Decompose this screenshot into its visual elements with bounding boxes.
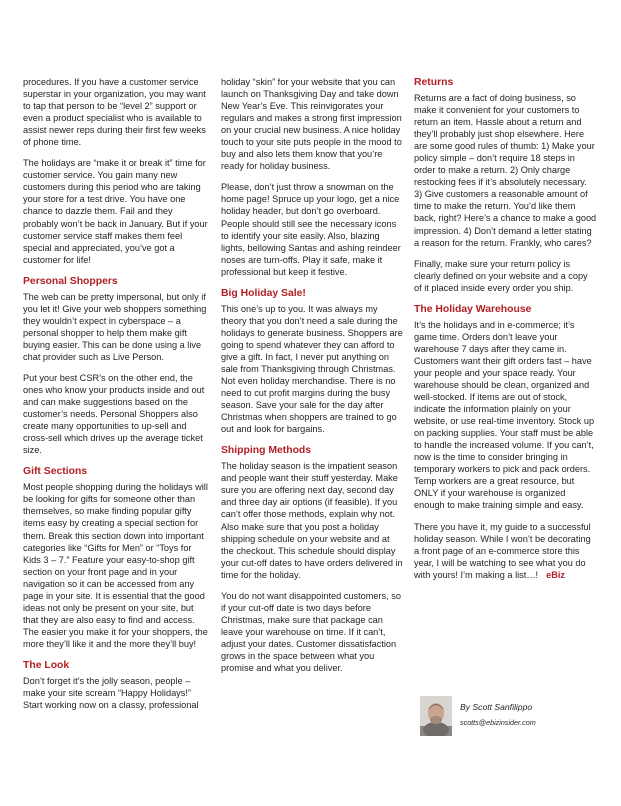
closing-text: There you have it, my guide to a successful holiday season. While I won’t be decorating a front page of an e-commerce store this year, I will be watching to see what you do with yours! I’m making a list…! — [414, 521, 591, 580]
author-name: By Scott Sanfilippo — [460, 702, 533, 712]
section-heading-the-look: The Look — [23, 659, 70, 671]
paragraph: The web can be pretty impersonal, but only if you let it! Give your web shoppers something they wouldn’t expect in cyberspace – a personal shopper to help them make gift buying easier. This can be done using a live chat provider such as Live Person. — [23, 291, 207, 362]
paragraph: You do not want disappointed customers, so if your cut-off date is two days before Christmas, make sure that package can leave your warehouse on time. If it can’t, adjust your dates. Customer dissatisfaction grows in the space between what you promise and what you deliver. — [221, 590, 401, 674]
column-1 — [23, 76, 209, 720]
section-heading-shipping-methods: Shipping Methods — [221, 445, 312, 457]
ebiz-signoff: eBiz — [546, 569, 565, 580]
author-email: scotts@ebizinsider.com — [460, 718, 536, 727]
author-byline — [420, 696, 600, 736]
author-photo — [420, 696, 452, 736]
section-heading-big-holiday-sale: Big Holiday Sale! — [221, 287, 306, 299]
paragraph: This one’s up to you. It was always my theory that you don’t need a sale during the holidays to generate business. Shoppers are going to spend whatever they can afford to give a gift. In fact, I never put anything on sale from Thanksgiving through Christmas. Not even holiday merchandise. There is no need to cut profit margins during the busy season. Save your sale for the day after Christmas when shoppers are trained to go out and look for bargains. — [221, 303, 403, 435]
paragraph: The holiday season is the impatient season and people want their stuff yesterday. Make sure you are offering next day, second day and three day air options (if feasible). If you can’t offer those methods, explain why not. Also make sure that you post a holiday shipping schedule on your website and at the checkout. This schedule should display your cut-off dates to have orders delivered in time for the holiday. — [221, 461, 403, 580]
closing-paragraph — [414, 521, 597, 581]
column-3 — [414, 76, 597, 590]
paragraph: procedures. If you have a customer service superstar in your organization, you may want to tap that person to be “level 2” support or even a product specialist who is available to assist newer reps during their first few weeks of phone time. — [23, 77, 206, 148]
column-2 — [221, 76, 404, 683]
paragraph: Put your best CSR’s on the other end, the ones who know your products inside and out and can make suggestions based on the customer’s needs. Personal Shoppers also create many opportunities to up-sell and cross-sell which drives up the average ticket size. — [23, 372, 205, 456]
paragraph: Don’t forget it’s the jolly season, people – make your site scream “Happy Holidays!” Start working now on a classy, professional — [23, 675, 199, 711]
paragraph: Most people shopping during the holidays will be looking for gifts for someone other than themselves, so make finding popular gifty items easy by creating a special section for them. Break this section down into important categories like “Gifts for Men” or “Toys for Kids 3 – 7.” Feature your easy-to-shop gift section on your front page and in your navigation so it can be accessed from any page in your site. It is essential that the good ideas not only be present on your site, but that they are also easy to find and access. The easier you make it for your shoppers, the more they’ll like it and the more they’ll buy! — [23, 482, 208, 649]
paragraph: holiday “skin” for your website that you can launch on Thanksgiving Day and take down New Year’s Eve. This reinvigorates your regulars and makes a strong first impression on your crucial new business. A nice holiday touch to your site puts people in the mood to buy and also lets them know that you’re ready for holiday business. — [221, 77, 402, 172]
section-heading-returns: Returns — [414, 77, 454, 88]
paragraph: Please, don’t just throw a snowman on the home page! Spruce up your logo, get a nice holiday header, but don’t go overboard. People should still see the necessary icons to identify your site easily. Also, blazing lights, bellowing Santas and ashing reindeer noses are turn-offs. Play it safe, make it professional but keep it festive. — [221, 182, 401, 277]
section-heading-personal-shoppers: Personal Shoppers — [23, 275, 118, 287]
section-heading-holiday-warehouse: The Holiday Warehouse — [414, 303, 532, 315]
paragraph: It’s the holidays and in e-commerce; it’s game time. Orders don’t leave your warehouse 7 days after they came in. Customers want their gift orders fast – have your people and your space ready. Your warehouse should be clean, organized and well-stocked. If items are out of stock, indicate the information plainly on your website, or use real-time inventory. Stock up on packing supplies. Your staff must be able to handle the increased volume. If you can’t, now is the time to consider bringing in temporary workers to pick and pack orders. Temp workers are a great resource, but ONLY if your warehouse is organized enough to make training simple and easy. — [414, 319, 595, 511]
paragraph: Returns are a fact of doing business, so make it convenient for your customers to return an item. Hassle about a return and they’ll probably just shop elsewhere. Here are some good rules of thumb: 1) Make your policy simple – don’t require 18 steps in order to make a return. 2) Only charge restocking fees if it’s absolutely necessary. 3) Give customers a reasonable amount of time to make the return. You’d like them back, right? Here’s a chance to make a good impression. 4) Don’t demand a letter stating a reason for the return. Frankly, who cares? — [414, 93, 597, 248]
section-heading-gift-sections: Gift Sections — [23, 466, 88, 478]
paragraph: Finally, make sure your return policy is clearly defined on your website and a copy of it placed inside every order you ship. — [414, 258, 588, 293]
paragraph: The holidays are “make it or break it” time for customer service. You gain many new customers during this period who are taking your store for a test drive. You have one chance to dazzle them. Fail and they probably won’t be back in January. But if your customer service staff makes them feel special and appreciated, you’ve got a customer for life! — [23, 158, 208, 265]
